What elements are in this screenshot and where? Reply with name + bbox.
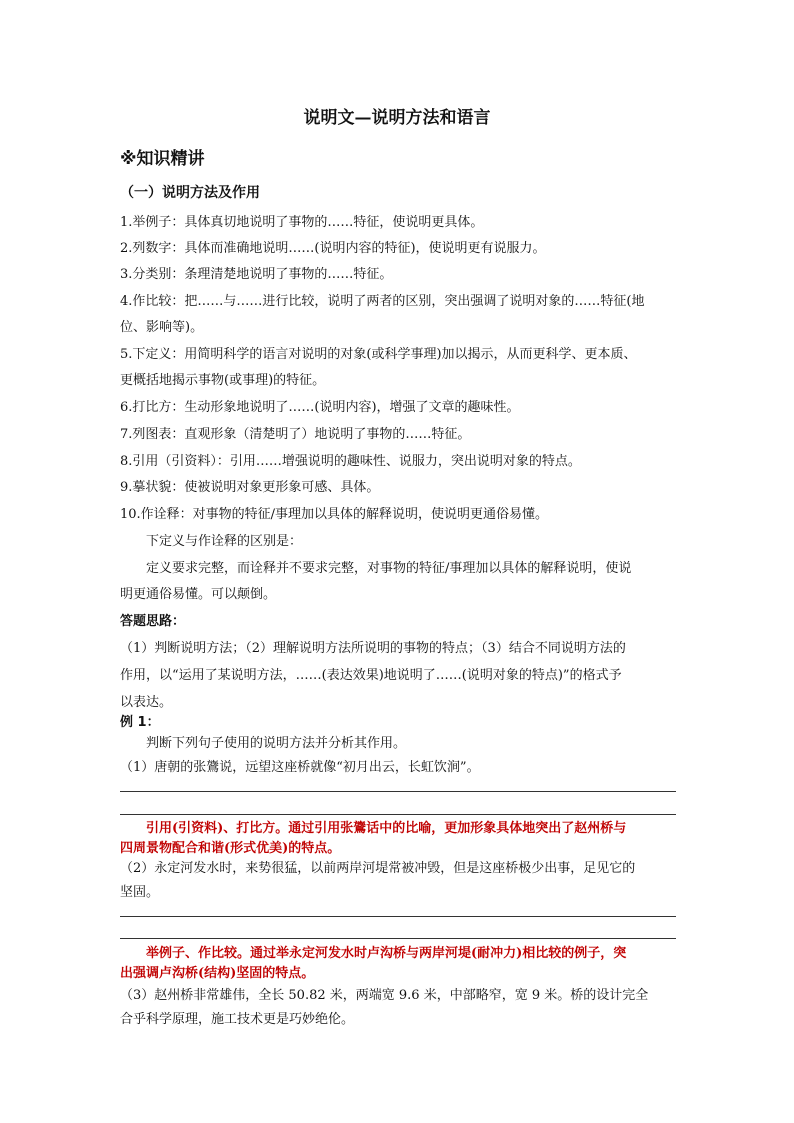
difference-line: 定义要求完整，而诠释并不要求完整，对事物的特征/事理加以具体的解释说明，使说 [146, 561, 632, 576]
answer-approach-line: （1）判断说明方法；（2）理解说明方法所说明的事物的特点；（3）结合不同说明方法的 [120, 641, 626, 656]
answer-1-line: 四周景物配合和谐(形式优美)的特点。 [120, 841, 341, 856]
answer-line [120, 814, 676, 815]
example-label: 例 1： [120, 715, 160, 730]
method-line: 5.下定义：用简明科学的语言对说明的对象(或科学事理)加以揭示，从而更科学、更本质、 [120, 347, 637, 362]
method-line: 1.举例子：具体真切地说明了事物的……特征，使说明更具体。 [120, 215, 484, 230]
method-line: 8.引用（引资料）：引用……增强说明的趣味性、说服力，突出说明对象的特点。 [120, 454, 581, 469]
question-1: （1）唐朝的张鷟说，远望这座桥就像“初月出云，长虹饮涧”。 [120, 760, 480, 775]
method-line: 10.作诠释：对事物的特征/事理加以具体的解释说明，使说明更通俗易懂。 [120, 507, 549, 522]
question-2-line: 坚固。 [120, 885, 160, 900]
question-2-line: （2）永定河发水时，来势很猛，以前两岸河堤常被冲毁，但是这座桥极少出事，足见它的 [120, 861, 636, 876]
answer-line [120, 791, 676, 792]
question-3-line: 合乎科学原理，施工技术更是巧妙绝伦。 [120, 1012, 355, 1027]
answer-line [120, 938, 676, 939]
answer-2-line: 出强调卢沟桥(结构)坚固的特点。 [120, 966, 315, 981]
page-title: 说明文—说明方法和语言 [303, 108, 491, 128]
method-line: 6.打比方：生动形象地说明了……(说明内容)，增强了文章的趣味性。 [120, 400, 520, 415]
method-line: 7.列图表：直观形象（清楚明了）地说明了事物的……特征。 [120, 427, 471, 442]
method-line: 2.列数字：具体而准确地说明……(说明内容的特征)，使说明更有说服力。 [120, 241, 546, 256]
difference-line: 明更通俗易懂。可以颠倒。 [120, 587, 277, 602]
method-line: 3.分类别：条理清楚地说明了事物的……特征。 [120, 267, 393, 282]
method-line: 位、影响等)。 [120, 320, 204, 335]
method-line: 9.摹状貌：使被说明对象更形象可感、具体。 [120, 480, 380, 495]
method-line: 更概括地揭示事物(或事理)的特征。 [120, 373, 326, 388]
answer-line [120, 916, 676, 917]
section-heading: ※知识精讲 [120, 149, 205, 169]
answer-1-line: 引用(引资料)、打比方。通过引用张鷟话中的比喻，更加形象具体地突出了赵州桥与 [146, 821, 627, 836]
method-line: 4.作比较：把……与……进行比较，说明了两者的区别，突出强调了说明对象的……特征(地 [120, 294, 645, 309]
answer-approach-line: 作用，以“运用了某说明方法，……(表达效果)地说明了……(说明对象的特点)”的格式予 [120, 668, 622, 683]
question-3-line: （3）赵州桥非常雄伟，全长 50.82 米，两端宽 9.6 米，中部略窄，宽 9 米。桥的设计完全 [120, 988, 649, 1003]
example-instruction: 判断下列句子使用的说明方法并分析其作用。 [146, 736, 407, 751]
answer-2-line: 举例子、作比较。通过举永定河发水时卢沟桥与两岸河堤(耐冲力)相比较的例子，突 [146, 946, 627, 961]
answer-approach-line: 以表达。 [120, 695, 173, 710]
answer-approach-label: 答题思路： [120, 614, 186, 629]
difference-label: 下定义与作诠释的区别是： [146, 534, 303, 549]
subsection-heading: （一）说明方法及作用 [120, 185, 260, 201]
